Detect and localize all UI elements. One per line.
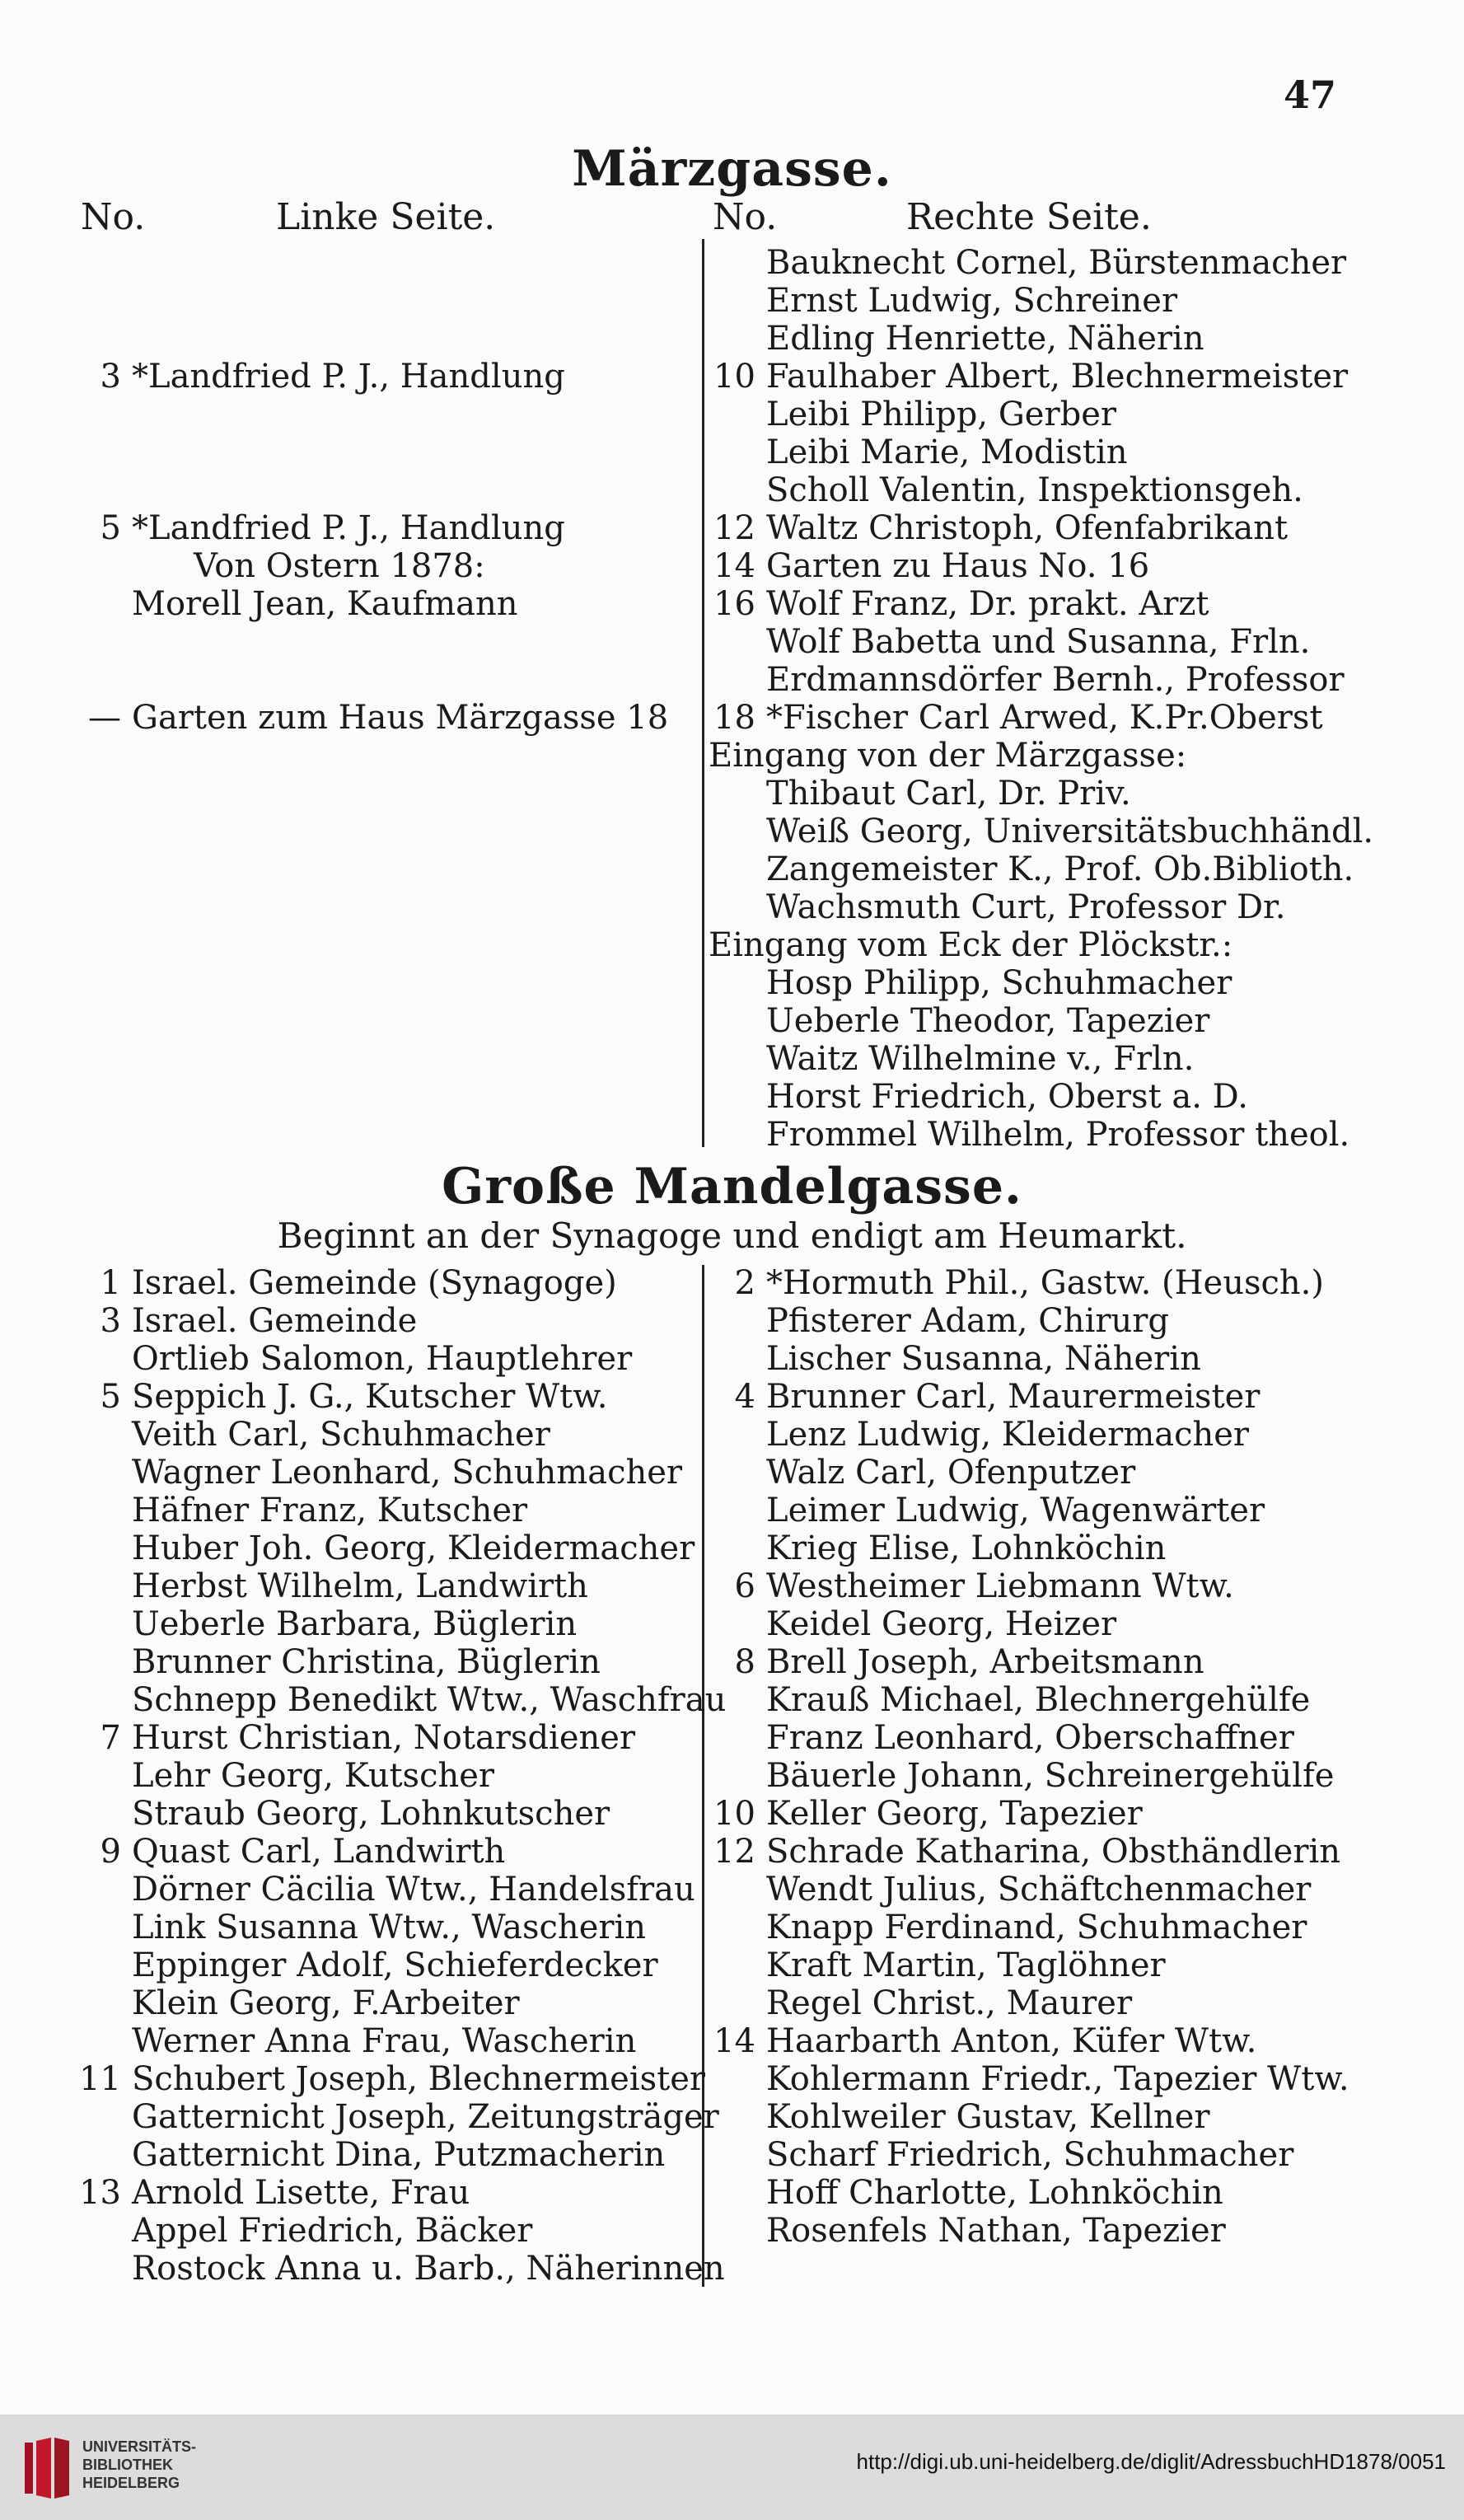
resident-entry: Werner Anna Frau, Wascherin xyxy=(132,2022,637,2060)
resident-entry: Weiß Georg, Universitätsbuchhändl. xyxy=(766,813,1374,850)
resident-entry: Frommel Wilhelm, Professor theol. xyxy=(766,1116,1350,1154)
resident-entry: Häfner Franz, Kutscher xyxy=(132,1492,528,1529)
resident-entry: Horst Friedrich, Oberst a. D. xyxy=(766,1078,1248,1116)
resident-entry: Kohlweiler Gustav, Kellner xyxy=(766,2098,1210,2136)
resident-entry: Herbst Wilhelm, Landwirth xyxy=(132,1567,588,1605)
resident-entry: Lehr Georg, Kutscher xyxy=(132,1757,495,1795)
resident-entry: Faulhaber Albert, Blechnermeister xyxy=(766,358,1349,396)
resident-entry: Seppich J. G., Kutscher Wtw. xyxy=(132,1378,608,1416)
house-number: 10 xyxy=(713,358,755,396)
house-number: — xyxy=(88,699,121,737)
house-number: 9 xyxy=(100,1833,121,1871)
resident-entry: Bauknecht Cornel, Bürstenmacher xyxy=(766,244,1347,282)
left-header-no: No. xyxy=(81,196,146,238)
institution-line-1: UNIVERSITÄTS- xyxy=(82,2438,197,2455)
house-number: 6 xyxy=(734,1567,755,1605)
house-number: 10 xyxy=(713,1795,755,1833)
resident-entry: Hosp Philipp, Schuhmacher xyxy=(766,964,1232,1002)
resident-entry: *Hormuth Phil., Gastw. (Heusch.) xyxy=(766,1264,1324,1302)
resident-entry: Von Ostern 1878: xyxy=(194,547,485,585)
resident-entry: Israel. Gemeinde xyxy=(132,1302,418,1340)
resident-entry: Ueberle Theodor, Tapezier xyxy=(766,1002,1210,1040)
resident-entry: Walz Carl, Ofenputzer xyxy=(766,1454,1136,1492)
resident-entry: Garten zu Haus No. 16 xyxy=(766,547,1150,585)
resident-entry: Erdmannsdörfer Bernh., Professor xyxy=(766,661,1345,699)
house-number: 8 xyxy=(734,1643,755,1681)
resident-entry: Scholl Valentin, Inspektionsgeh. xyxy=(766,471,1303,509)
house-number: 12 xyxy=(713,509,755,547)
resident-entry: Ueberle Barbara, Büglerin xyxy=(132,1605,578,1643)
resident-entry: Westheimer Liebmann Wtw. xyxy=(766,1567,1234,1605)
resident-entry: Franz Leonhard, Oberschaffner xyxy=(766,1719,1294,1757)
left-header-side: Linke Seite. xyxy=(276,196,496,238)
resident-entry: Rostock Anna u. Barb., Näherinnen xyxy=(132,2250,725,2288)
resident-entry: Israel. Gemeinde (Synagoge) xyxy=(132,1264,617,1302)
house-number: 5 xyxy=(100,509,121,547)
resident-entry: Link Susanna Wtw., Wascherin xyxy=(132,1909,647,1946)
house-number: 11 xyxy=(79,2060,121,2098)
house-number: 1 xyxy=(100,1264,121,1302)
resident-entry: Keller Georg, Tapezier xyxy=(766,1795,1143,1833)
library-logo-icon xyxy=(18,2431,76,2505)
resident-entry: Leibi Philipp, Gerber xyxy=(766,396,1116,433)
resident-entry: Morell Jean, Kaufmann xyxy=(132,585,518,623)
resident-entry: Straub Georg, Lohnkutscher xyxy=(132,1795,610,1833)
resident-entry: Hoff Charlotte, Lohnköchin xyxy=(766,2174,1223,2212)
resident-entry: Wendt Julius, Schäftchenmacher xyxy=(766,1871,1312,1909)
resident-entry: Rosenfels Nathan, Tapezier xyxy=(766,2212,1226,2250)
house-number: 14 xyxy=(713,2022,755,2060)
house-number: 2 xyxy=(734,1264,755,1302)
resident-entry: Eingang von der Märzgasse: xyxy=(709,737,1187,775)
resident-entry: Kraft Martin, Taglöhner xyxy=(766,1946,1166,1984)
source-url-link[interactable]: http://digi.ub.uni-heidelberg.de/diglit/AdressbuchHD1878/0051 xyxy=(856,2449,1446,2474)
resident-entry: Waltz Christoph, Ofenfabrikant xyxy=(766,509,1289,547)
resident-entry: *Landfried P. J., Handlung xyxy=(132,358,565,396)
resident-entry: *Landfried P. J., Handlung xyxy=(132,509,565,547)
resident-entry: Krieg Elise, Lohnköchin xyxy=(766,1529,1167,1567)
resident-entry: Krauß Michael, Blechnergehülfe xyxy=(766,1681,1311,1719)
resident-entry: Quast Carl, Landwirth xyxy=(132,1833,506,1871)
right-header-side: Rechte Seite. xyxy=(906,196,1152,238)
resident-entry: Brunner Christina, Büglerin xyxy=(132,1643,601,1681)
house-number: 18 xyxy=(713,699,755,737)
section-title-grosse-mandelgasse: Große Mandelgasse. xyxy=(442,1158,1022,1216)
house-number: 13 xyxy=(79,2174,121,2212)
resident-entry: Schrade Katharina, Obsthändlerin xyxy=(766,1833,1341,1871)
house-number: 4 xyxy=(734,1378,755,1416)
resident-entry: Schnepp Benedikt Wtw., Waschfrau xyxy=(132,1681,727,1719)
resident-entry: Gatternicht Dina, Putzmacherin xyxy=(132,2136,666,2174)
resident-entry: Brell Joseph, Arbeitsmann xyxy=(766,1643,1204,1681)
resident-entry: Gatternicht Joseph, Zeitungsträger xyxy=(132,2098,719,2136)
resident-entry: Veith Carl, Schuhmacher xyxy=(132,1416,550,1454)
resident-entry: Wolf Franz, Dr. prakt. Arzt xyxy=(766,585,1209,623)
right-header-no: No. xyxy=(713,196,778,238)
resident-entry: Keidel Georg, Heizer xyxy=(766,1605,1117,1643)
resident-entry: Klein Georg, F.Arbeiter xyxy=(132,1984,520,2022)
resident-entry: Brunner Carl, Maurermeister xyxy=(766,1378,1261,1416)
resident-entry: Wagner Leonhard, Schuhmacher xyxy=(132,1454,683,1492)
resident-entry: Eingang vom Eck der Plöckstr.: xyxy=(709,926,1233,964)
resident-entry: Bäuerle Johann, Schreinergehülfe xyxy=(766,1757,1335,1795)
house-number: 5 xyxy=(100,1378,121,1416)
resident-entry: Scharf Friedrich, Schuhmacher xyxy=(766,2136,1294,2174)
resident-entry: Hurst Christian, Notarsdiener xyxy=(132,1719,636,1757)
resident-entry: Ernst Ludwig, Schreiner xyxy=(766,282,1178,320)
house-number: 3 xyxy=(100,358,121,396)
resident-entry: Pfisterer Adam, Chirurg xyxy=(766,1302,1169,1340)
resident-entry: Garten zum Haus Märzgasse 18 xyxy=(132,699,669,737)
house-number: 14 xyxy=(713,547,755,585)
resident-entry: Kohlermann Friedr., Tapezier Wtw. xyxy=(766,2060,1349,2098)
resident-entry: Lischer Susanna, Näherin xyxy=(766,1340,1201,1378)
resident-entry: Leimer Ludwig, Wagenwärter xyxy=(766,1492,1265,1529)
resident-entry: Arnold Lisette, Frau xyxy=(132,2174,470,2212)
resident-entry: Ortlieb Salomon, Hauptlehrer xyxy=(132,1340,633,1378)
resident-entry: Huber Joh. Georg, Kleidermacher xyxy=(132,1529,695,1567)
resident-entry: Dörner Cäcilia Wtw., Handelsfrau xyxy=(132,1871,695,1909)
resident-entry: Leibi Marie, Modistin xyxy=(766,433,1128,471)
house-number: 16 xyxy=(713,585,755,623)
resident-entry: Wolf Babetta und Susanna, Frln. xyxy=(766,623,1311,661)
resident-entry: Haarbarth Anton, Küfer Wtw. xyxy=(766,2022,1257,2060)
resident-entry: Schubert Joseph, Blechnermeister xyxy=(132,2060,705,2098)
house-number: 3 xyxy=(100,1302,121,1340)
resident-entry: *Fischer Carl Arwed, K.Pr.Oberst xyxy=(766,699,1323,737)
resident-entry: Wachsmuth Curt, Professor Dr. xyxy=(766,888,1286,926)
resident-entry: Regel Christ., Maurer xyxy=(766,1984,1133,2022)
institution-line-3: HEIDELBERG xyxy=(82,2475,180,2491)
institution-line-2: BIBLIOTHEK xyxy=(82,2457,173,2473)
resident-entry: Eppinger Adolf, Schieferdecker xyxy=(132,1946,658,1984)
resident-entry: Thibaut Carl, Dr. Priv. xyxy=(766,775,1131,813)
resident-entry: Edling Henriette, Näherin xyxy=(766,320,1204,358)
page-number: 47 xyxy=(1283,73,1336,117)
house-number: 7 xyxy=(100,1719,121,1757)
house-number: 12 xyxy=(713,1833,755,1871)
section-subtitle: Beginnt an der Synagoge und endigt am Heumarkt. xyxy=(277,1216,1187,1256)
institution-name xyxy=(82,2438,196,2492)
section-title-maerzgasse: Märzgasse. xyxy=(572,140,892,198)
resident-entry: Lenz Ludwig, Kleidermacher xyxy=(766,1416,1250,1454)
resident-entry: Knapp Ferdinand, Schuhmacher xyxy=(766,1909,1307,1946)
resident-entry: Appel Friedrich, Bäcker xyxy=(132,2212,533,2250)
resident-entry: Zangemeister K., Prof. Ob.Biblioth. xyxy=(766,850,1354,888)
resident-entry: Waitz Wilhelmine v., Frln. xyxy=(766,1040,1195,1078)
